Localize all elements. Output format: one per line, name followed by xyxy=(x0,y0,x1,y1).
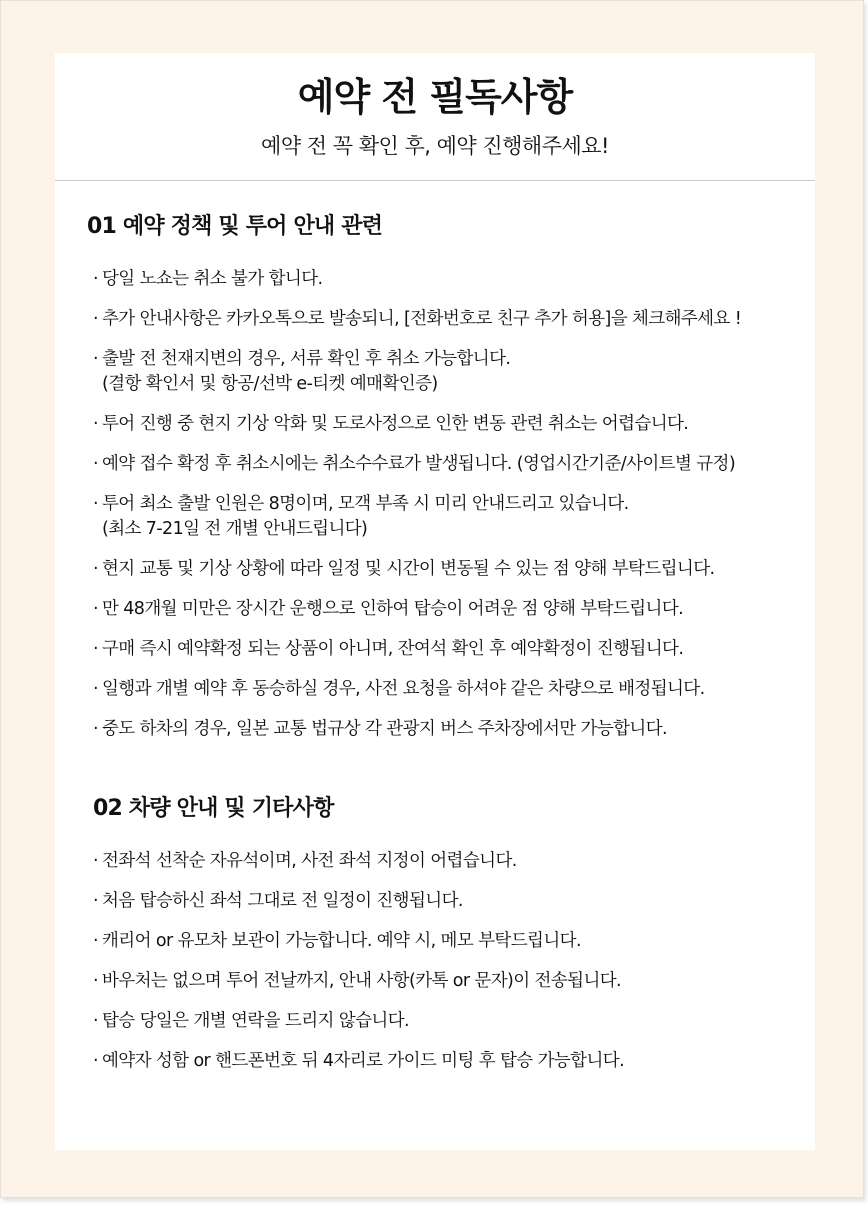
notice-card xyxy=(55,53,815,1150)
bullet: · xyxy=(93,1051,98,1071)
bullet: · xyxy=(93,1011,98,1031)
list-item-text: 투어 진행 중 현지 기상 악화 및 도로사정으로 인한 변동 관련 취소는 어렵습니다. xyxy=(102,414,689,434)
list-item-text: 전좌석 선착순 자유석이며, 사전 좌석 지정이 어렵습니다. xyxy=(102,851,517,871)
list-item xyxy=(93,1009,409,1034)
bullet: · xyxy=(93,679,98,699)
list-item xyxy=(93,492,629,542)
list-item-text: 구매 즉시 예약확정 되는 상품이 아니며, 잔여석 확인 후 예약확정이 진행됩니다. xyxy=(102,639,684,659)
bullet: · xyxy=(93,309,98,329)
page-subtitle: 예약 전 꼭 확인 후, 예약 진행해주세요! xyxy=(261,134,609,158)
list-item-text: 탑승 당일은 개별 연락을 드리지 않습니다. xyxy=(102,1011,409,1031)
list-item xyxy=(93,677,705,702)
list-item-text: 현지 교통 및 기상 상황에 따라 일정 및 시간이 변동될 수 있는 점 양해 부탁드립니다. xyxy=(102,559,715,579)
list-item xyxy=(93,1049,624,1074)
list-item xyxy=(93,969,621,994)
list-item xyxy=(93,557,715,582)
list-item xyxy=(93,307,741,332)
list-item xyxy=(93,347,510,397)
page-title: 예약 전 필독사항 xyxy=(297,75,573,119)
bullet: · xyxy=(93,414,98,434)
list-item xyxy=(93,717,667,742)
list-item xyxy=(93,889,463,914)
list-item xyxy=(93,412,688,437)
list-item-text: 캐리어 or 유모차 보관이 가능합니다. 예약 시, 메모 부탁드립니다. xyxy=(102,931,581,951)
section-title-vehicle: 02 차량 안내 및 기타사항 xyxy=(93,796,334,821)
list-item-text: 당일 노쇼는 취소 불가 합니다. xyxy=(102,269,323,289)
list-item xyxy=(93,597,683,622)
list-item-text: 추가 안내사항은 카카오톡으로 발송되니, [전화번호로 친구 추가 허용]을 체크해주세요 ! xyxy=(102,309,742,329)
bullet: · xyxy=(93,269,98,289)
list-item xyxy=(93,267,322,292)
bullet: · xyxy=(93,494,98,514)
list-item xyxy=(93,929,581,954)
bullet: · xyxy=(93,891,98,911)
list-item-text: 예약자 성함 or 핸드폰번호 뒤 4자리로 가이드 미팅 후 탑승 가능합니다. xyxy=(102,1051,625,1071)
list-item-text: 투어 최소 출발 인원은 8명이며, 모객 부족 시 미리 안내드리고 있습니다. xyxy=(102,494,629,514)
bullet: · xyxy=(93,931,98,951)
list-item-text: 예약 접수 확정 후 취소시에는 취소수수료가 발생됩니다. (영업시간기준/사이트별 규정) xyxy=(102,454,736,474)
bullet: · xyxy=(93,559,98,579)
list-item-text: 출발 전 천재지변의 경우, 서류 확인 후 취소 가능합니다. xyxy=(102,349,511,369)
list-item-text: 바우처는 없으며 투어 전날까지, 안내 사항(카톡 or 문자)이 전송됩니다. xyxy=(102,971,622,991)
list-item-subtext: (결항 확인서 및 항공/선박 e-티켓 예매확인증) xyxy=(102,374,438,394)
list-item-text: 처음 탑승하신 좌석 그대로 전 일정이 진행됩니다. xyxy=(102,891,463,911)
bullet: · xyxy=(93,349,98,369)
bullet: · xyxy=(93,971,98,991)
list-item-text: 만 48개월 미만은 장시간 운행으로 인하여 탑승이 어려운 점 양해 부탁드립니다. xyxy=(102,599,684,619)
bullet: · xyxy=(93,639,98,659)
header-divider xyxy=(55,180,815,181)
list-item-text: 일행과 개별 예약 후 동승하실 경우, 사전 요청을 하셔야 같은 차량으로 배정됩니다. xyxy=(102,679,705,699)
list-item xyxy=(93,452,735,477)
list-item xyxy=(93,849,517,874)
bullet: · xyxy=(93,454,98,474)
list-item xyxy=(93,637,683,662)
list-item-text: 중도 하차의 경우, 일본 교통 법규상 각 관광지 버스 주차장에서만 가능합니다. xyxy=(102,719,668,739)
bullet: · xyxy=(93,719,98,739)
bullet: · xyxy=(93,599,98,619)
section-title-policy: 01 예약 정책 및 투어 안내 관련 xyxy=(87,214,383,239)
bullet: · xyxy=(93,851,98,871)
list-item-subtext: (최소 7-21일 전 개별 안내드립니다) xyxy=(102,519,368,539)
